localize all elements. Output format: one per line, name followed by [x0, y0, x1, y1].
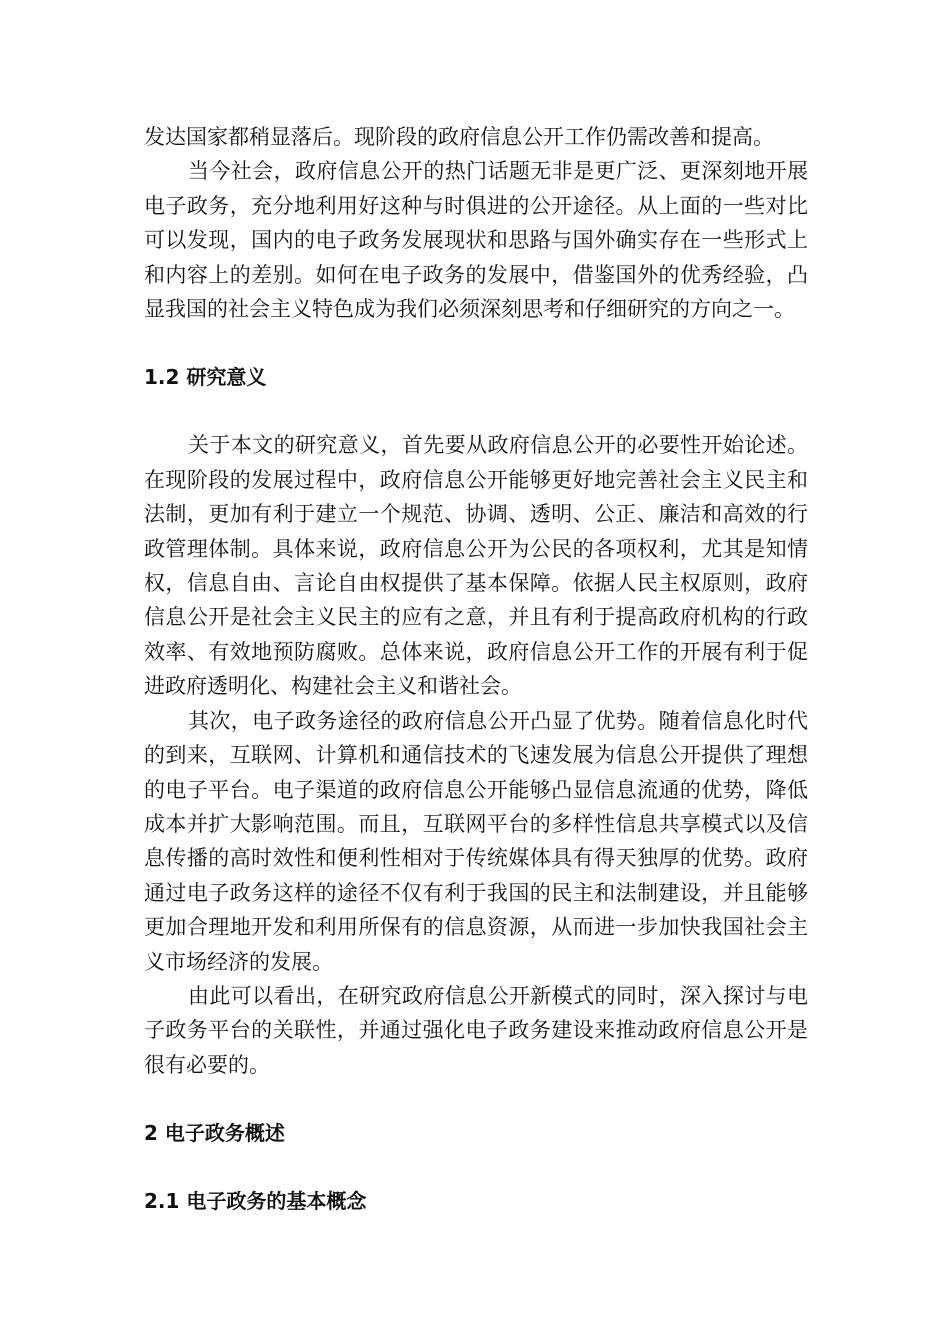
paragraph-conclusion: 由此可以看出，在研究政府信息公开新模式的同时，深入探讨与电子政务平台的关联性，并通过强化电子政务建设来推动政府信息公开是很有必要的。: [144, 983, 808, 1077]
paragraph-continuation: 发达国家都稍显落后。现阶段的政府信息公开工作仍需改善和提高。: [144, 125, 774, 149]
paragraph-egov-comparison: 当今社会，政府信息公开的热门话题无非是更广泛、更深刻地开展电子政务，充分地利用好这种与时俱进的公开途径。从上面的一些对比可以发现，国内的电子政务发展现状和思路与国外确实存在一些形式上和内容上的差别。如何在电子政务的发展中，借鉴国外的优秀经验，凸显我国的社会主义特色成为我们必须深刻思考和仔细研究的方向之一。: [144, 159, 808, 322]
chapter-heading-2: 2 电子政务概述: [144, 1121, 285, 1146]
section-heading-2-1: 2.1 电子政务的基本概念: [144, 1189, 367, 1214]
paragraph-research-significance: 关于本文的研究意义，首先要从政府信息公开的必要性开始论述。在现阶段的发展过程中，政府信息公开能够更好地完善社会主义民主和法制，更加有利于建立一个规范、协调、透明、公正、廉洁和高效的行政管理体制。具体来说，政府信息公开为公民的各项权利，尤其是知情权，信息自由、言论自由权提供了基本保障。依据人民主权原则，政府信息公开是社会主义民主的应有之意，并且有利于提高政府机构的行政效率、有效地预防腐败。总体来说，政府信息公开工作的开展有利于促进政府透明化、构建社会主义和谐社会。: [144, 433, 808, 699]
document-body: [144, 120, 808, 1218]
paragraph-egov-advantage: 其次，电子政务途径的政府信息公开凸显了优势。随着信息化时代的到来，互联网、计算机和通信技术的飞速发展为信息公开提供了理想的电子平台。电子渠道的政府信息公开能够凸显信息流通的优势，降低成本并扩大影响范围。而且，互联网平台的多样性信息共享模式以及信息传播的高时效性和便利性相对于传统媒体具有得天独厚的优势。政府通过电子政务这样的途径不仅有利于我国的民主和法制建设，并且能够更加合理地开发和利用所保有的信息资源，从而进一步加快我国社会主义市场经济的发展。: [144, 708, 808, 974]
section-heading-1-2: 1.2 研究意义: [144, 365, 267, 390]
